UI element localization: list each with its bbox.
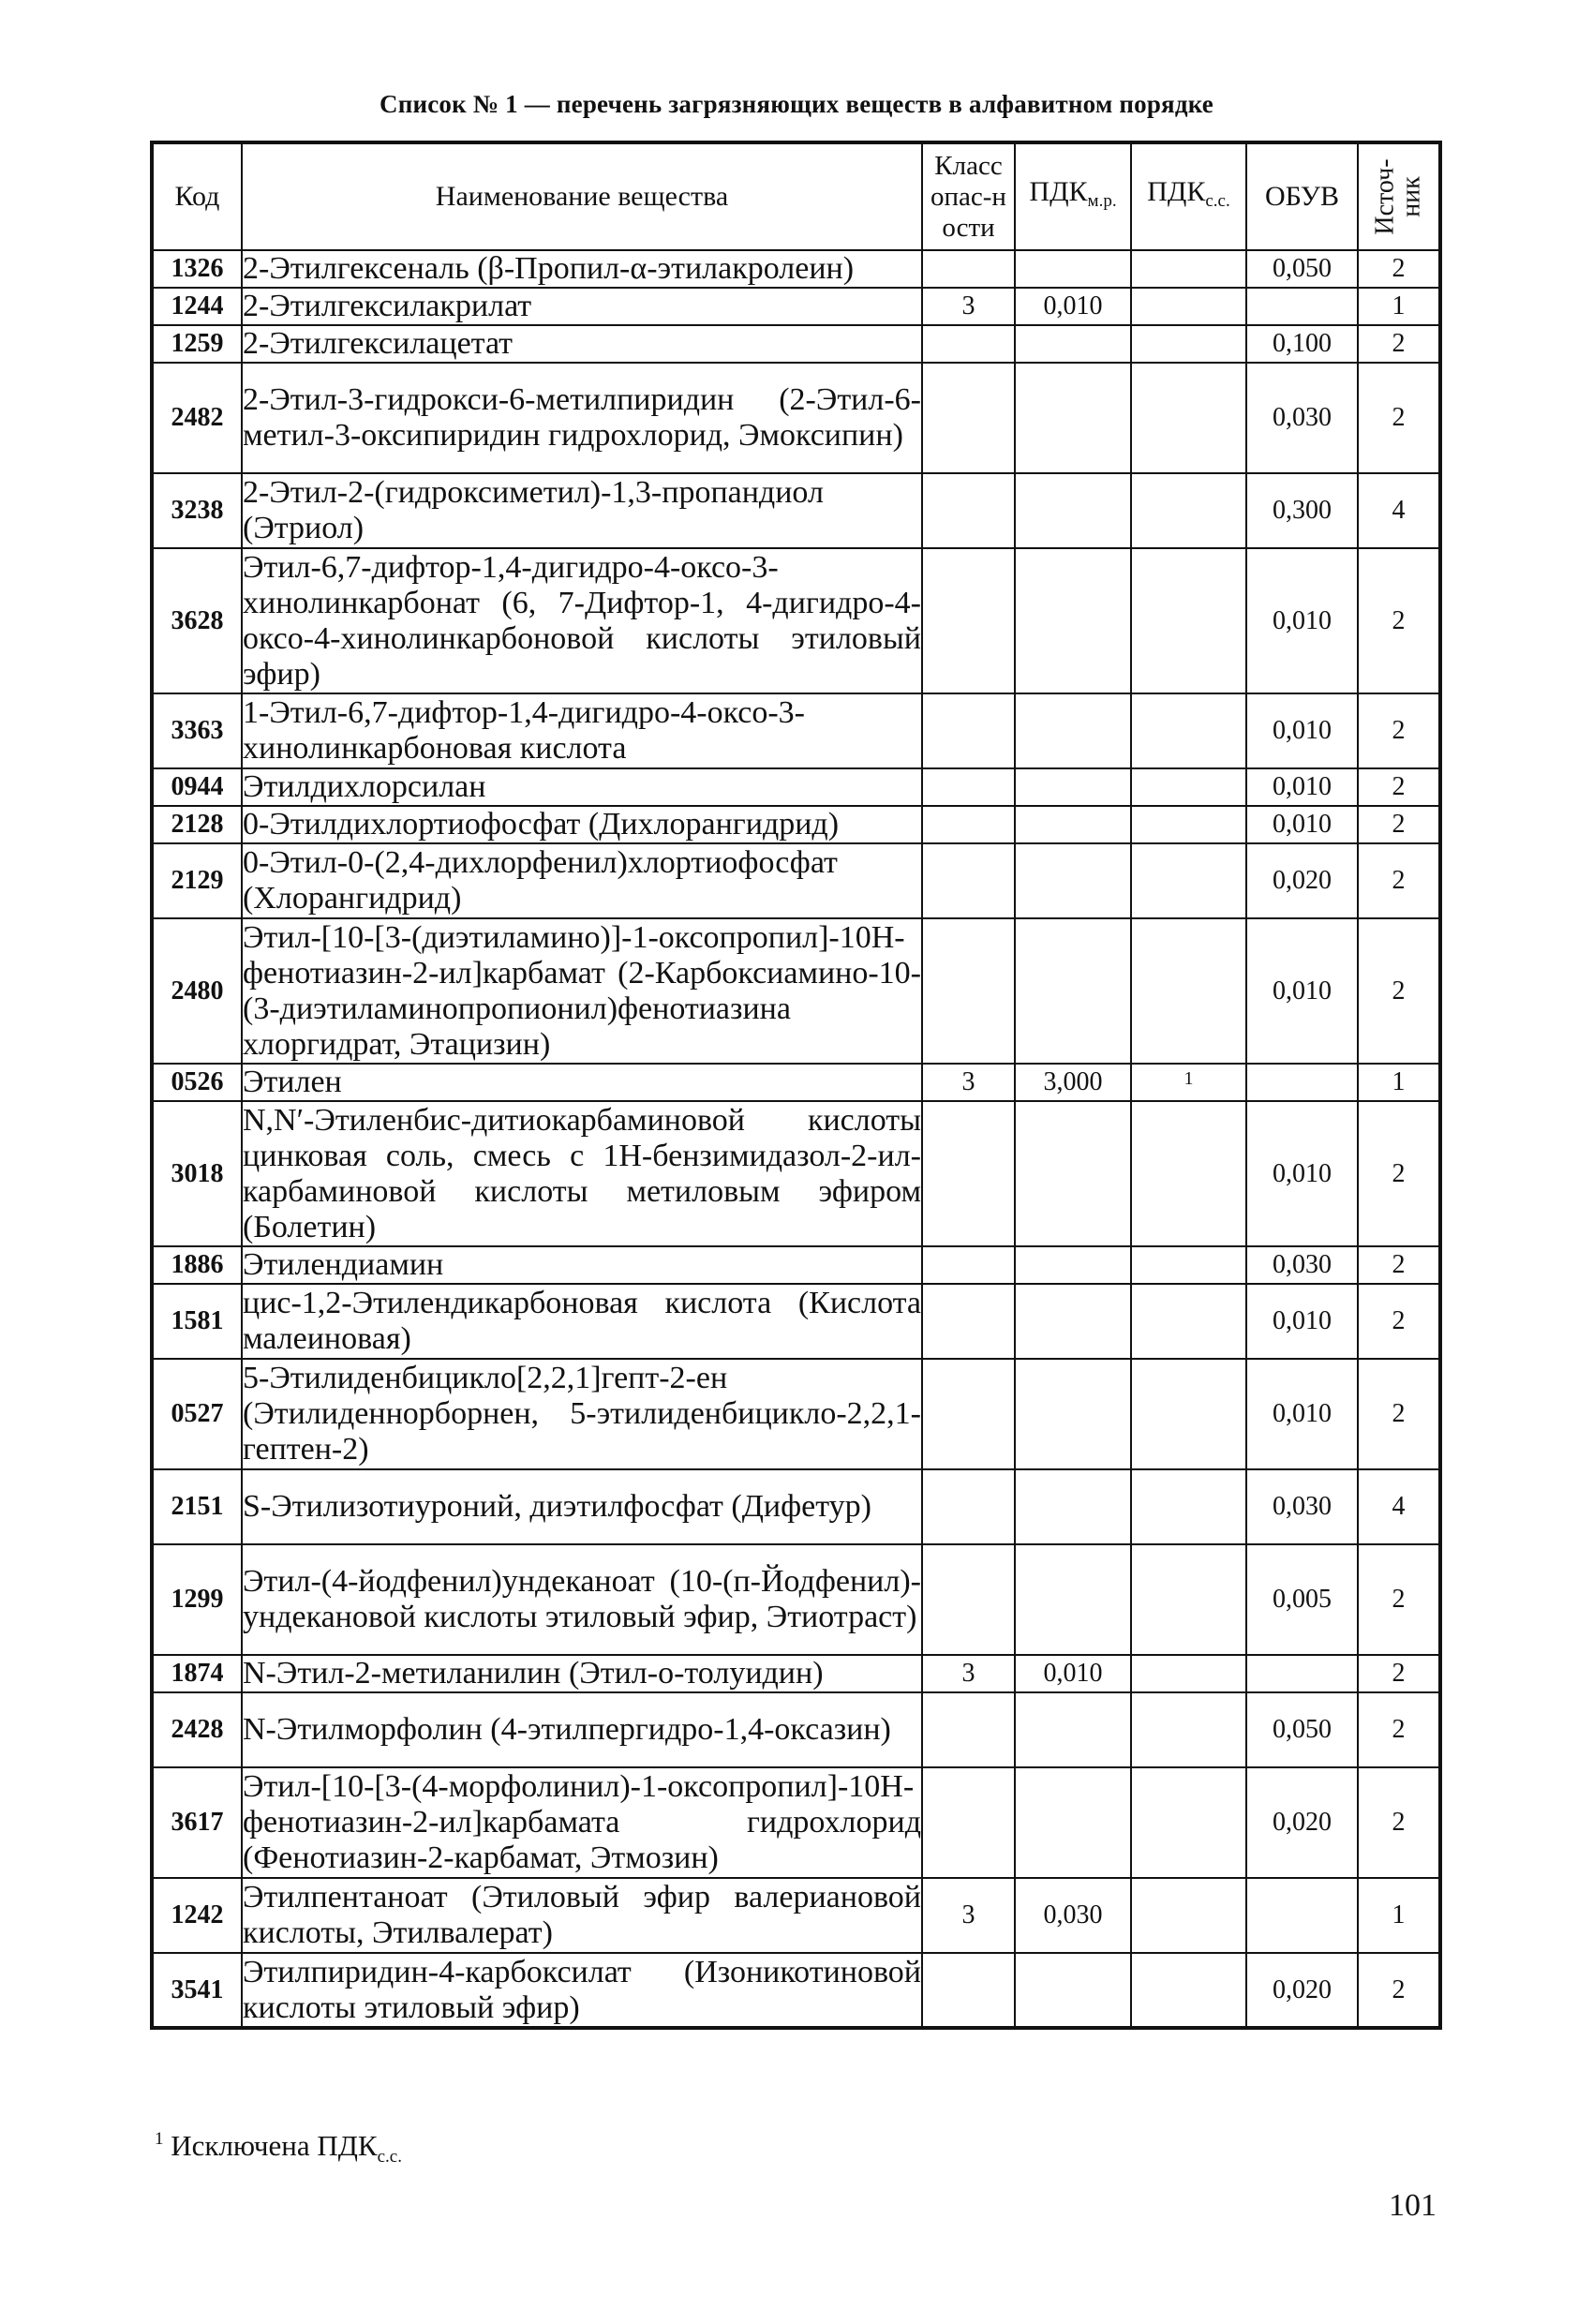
row-pdk-ss <box>1131 1767 1246 1878</box>
row-pdk-ss <box>1131 1246 1246 1284</box>
row-pdk-mr <box>1015 1246 1131 1284</box>
row-pdk-mr <box>1015 693 1131 768</box>
row-source: 2 <box>1358 806 1440 843</box>
row-pdk-ss <box>1131 1692 1246 1767</box>
header-obuv: ОБУВ <box>1246 142 1358 250</box>
row-code: 1581 <box>152 1284 242 1359</box>
footnote-sub: с.с. <box>377 2147 402 2167</box>
row-pdk-ss <box>1131 250 1246 288</box>
row-source: 1 <box>1358 1064 1440 1101</box>
table-row <box>152 1284 1440 1359</box>
row-obuv: 0,030 <box>1246 363 1358 473</box>
row-source: 1 <box>1358 1878 1440 1953</box>
row-pdk-ss <box>1131 288 1246 325</box>
row-name: Этил-6,7-дифтор-1,4-дигидро-4-оксо-3-хинолинкарбонат (6, 7-Дифтор-1, 4-дигидро-4-оксо-4-хинолинкарбоновой кислоты этиловый эфир) <box>242 548 922 693</box>
header-hazard-class-text: Класс опас-ности <box>930 150 1006 243</box>
row-obuv: 0,030 <box>1246 1246 1358 1284</box>
table-header-row <box>152 142 1440 250</box>
row-hazard-class: 3 <box>922 288 1015 325</box>
page-title: Список № 1 — перечень загрязняющих веществ в алфавитном порядке <box>380 90 1213 118</box>
header-pdk-mr <box>1015 142 1131 250</box>
header-source-text: Источ-ник <box>1370 158 1426 235</box>
row-code: 0944 <box>152 768 242 806</box>
row-name: S-Этилизотиуроний, диэтилфосфат (Дифетур) <box>242 1469 922 1544</box>
row-source: 2 <box>1358 918 1440 1064</box>
table-row <box>152 1953 1440 2028</box>
table-row <box>152 843 1440 918</box>
row-source: 2 <box>1358 548 1440 693</box>
page-number: 101 <box>1389 2188 1437 2223</box>
row-pdk-ss <box>1131 768 1246 806</box>
row-pdk-ss <box>1131 1655 1246 1692</box>
row-pdk-mr <box>1015 918 1131 1064</box>
row-name: N-Этилморфолин (4-этилпергидро-1,4-оксазин) <box>242 1692 922 1767</box>
row-pdk-mr <box>1015 1469 1131 1544</box>
row-code: 3628 <box>152 548 242 693</box>
row-pdk-ss: 1 <box>1131 1064 1246 1101</box>
table-row <box>152 1655 1440 1692</box>
row-pdk-ss <box>1131 843 1246 918</box>
header-pdk-ss <box>1131 142 1246 250</box>
row-name: 2-Этилгексилакрилат <box>242 288 922 325</box>
row-name: 0-Этил-0-(2,4-дихлорфенил)хлортиофосфат (Хлорангидрид) <box>242 843 922 918</box>
row-code: 3018 <box>152 1101 242 1246</box>
table-row <box>152 806 1440 843</box>
table-row <box>152 1064 1440 1101</box>
row-code: 1874 <box>152 1655 242 1692</box>
row-hazard-class <box>922 843 1015 918</box>
row-hazard-class <box>922 1246 1015 1284</box>
row-source: 2 <box>1358 1655 1440 1692</box>
table-row <box>152 693 1440 768</box>
row-source: 4 <box>1358 473 1440 548</box>
row-pdk-ss <box>1131 1101 1246 1246</box>
row-hazard-class <box>922 1469 1015 1544</box>
row-pdk-mr <box>1015 806 1131 843</box>
row-code: 0526 <box>152 1064 242 1101</box>
table-row <box>152 363 1440 473</box>
row-obuv: 0,010 <box>1246 693 1358 768</box>
row-source: 2 <box>1358 325 1440 363</box>
row-code: 2129 <box>152 843 242 918</box>
table-row <box>152 1246 1440 1284</box>
row-source: 2 <box>1358 1953 1440 2028</box>
table-row <box>152 473 1440 548</box>
row-obuv <box>1246 1878 1358 1953</box>
row-code: 3363 <box>152 693 242 768</box>
row-source: 2 <box>1358 843 1440 918</box>
row-pdk-mr <box>1015 473 1131 548</box>
row-source: 2 <box>1358 363 1440 473</box>
row-pdk-ss <box>1131 325 1246 363</box>
row-code: 1244 <box>152 288 242 325</box>
row-code: 2428 <box>152 1692 242 1767</box>
row-obuv: 0,020 <box>1246 843 1358 918</box>
row-code: 1326 <box>152 250 242 288</box>
row-source: 2 <box>1358 1246 1440 1284</box>
row-pdk-mr: 0,010 <box>1015 288 1131 325</box>
row-obuv: 0,050 <box>1246 1692 1358 1767</box>
row-pdk-mr: 0,030 <box>1015 1878 1131 1953</box>
row-obuv: 0,010 <box>1246 1359 1358 1469</box>
row-code: 2151 <box>152 1469 242 1544</box>
row-hazard-class: 3 <box>922 1655 1015 1692</box>
row-code: 3617 <box>152 1767 242 1878</box>
row-pdk-ss <box>1131 693 1246 768</box>
row-code: 0527 <box>152 1359 242 1469</box>
row-name: 2-Этилгексеналь (β-Пропил-α-этилакролеин) <box>242 250 922 288</box>
row-obuv: 0,020 <box>1246 1767 1358 1878</box>
row-obuv: 0,010 <box>1246 548 1358 693</box>
row-name: 2-Этил-2-(гидроксиметил)-1,3-пропандиол (Этриол) <box>242 473 922 548</box>
row-hazard-class <box>922 250 1015 288</box>
row-source: 2 <box>1358 693 1440 768</box>
row-pdk-mr <box>1015 548 1131 693</box>
row-code: 3541 <box>152 1953 242 2028</box>
row-obuv: 0,010 <box>1246 806 1358 843</box>
row-hazard-class <box>922 548 1015 693</box>
row-pdk-mr <box>1015 1767 1131 1878</box>
row-hazard-class <box>922 473 1015 548</box>
row-hazard-class <box>922 325 1015 363</box>
row-pdk-ss <box>1131 918 1246 1064</box>
row-name: Этилдихлорсилан <box>242 768 922 806</box>
row-pdk-mr <box>1015 363 1131 473</box>
row-pdk-mr: 0,010 <box>1015 1655 1131 1692</box>
footnote-mark: 1 <box>155 2129 164 2149</box>
row-source: 2 <box>1358 1284 1440 1359</box>
row-obuv: 0,010 <box>1246 918 1358 1064</box>
header-hazard-class <box>922 142 1015 250</box>
row-source: 2 <box>1358 1359 1440 1469</box>
table-row <box>152 1101 1440 1246</box>
row-source: 2 <box>1358 768 1440 806</box>
row-obuv: 0,100 <box>1246 325 1358 363</box>
row-name: Этилпентаноат (Этиловый эфир валериановой кислоты, Этилвалерат) <box>242 1878 922 1953</box>
row-source: 1 <box>1358 288 1440 325</box>
row-hazard-class <box>922 1953 1015 2028</box>
table-row <box>152 1878 1440 1953</box>
header-pdk-ss-label: ПДК <box>1147 176 1206 207</box>
row-pdk-mr <box>1015 1692 1131 1767</box>
row-name: 5-Этилиденбицикло[2,2,1]гепт-2-ен (Этилиденнорборнен, 5-этилиденбицикло-2,2,1-гептен-2) <box>242 1359 922 1469</box>
row-pdk-mr <box>1015 1544 1131 1655</box>
row-name: Этил-[10-[3-(диэтиламино)]-1-оксопропил]-10Н-фенотиазин-2-ил]карбамат (2-Карбоксиамино-10-(3-диэтиламинопропионил)фенотиазина хлоргидрат, Этацизин) <box>242 918 922 1064</box>
row-obuv: 0,300 <box>1246 473 1358 548</box>
footnote-text: Исключена ПДК <box>171 2129 378 2162</box>
row-code: 3238 <box>152 473 242 548</box>
row-pdk-ss <box>1131 1469 1246 1544</box>
row-hazard-class <box>922 806 1015 843</box>
table-row <box>152 250 1440 288</box>
row-pdk-mr: 3,000 <box>1015 1064 1131 1101</box>
row-obuv <box>1246 1064 1358 1101</box>
row-obuv <box>1246 288 1358 325</box>
row-hazard-class: 3 <box>922 1878 1015 1953</box>
row-code: 1299 <box>152 1544 242 1655</box>
table-row <box>152 1469 1440 1544</box>
row-source: 2 <box>1358 1767 1440 1878</box>
header-source <box>1358 142 1440 250</box>
header-name: Наименование вещества <box>242 142 922 250</box>
row-code: 2482 <box>152 363 242 473</box>
row-code: 2128 <box>152 806 242 843</box>
row-name: Этил-(4-йодфенил)ундеканоат (10-(п-Йодфенил)-ундекановой кислоты этиловый эфир, Этиотраст) <box>242 1544 922 1655</box>
row-obuv: 0,030 <box>1246 1469 1358 1544</box>
footnote <box>155 2129 402 2168</box>
table-row <box>152 325 1440 363</box>
row-pdk-ss <box>1131 1359 1246 1469</box>
row-pdk-mr <box>1015 1284 1131 1359</box>
table-row <box>152 1692 1440 1767</box>
row-name: N,N′-Этиленбис-дитиокарбаминовой кислоты цинковая соль, смесь с 1Н-бензимидазол-2-ил-карбаминовой кислоты метиловым эфиром (Болетин) <box>242 1101 922 1246</box>
row-pdk-mr <box>1015 1359 1131 1469</box>
row-name: Этилендиамин <box>242 1246 922 1284</box>
table-row <box>152 768 1440 806</box>
substances-table <box>150 141 1442 2030</box>
row-obuv: 0,050 <box>1246 250 1358 288</box>
table-row <box>152 1767 1440 1878</box>
header-pdk-ss-sub: с.с. <box>1205 191 1230 211</box>
row-obuv: 0,010 <box>1246 1101 1358 1246</box>
row-source: 4 <box>1358 1469 1440 1544</box>
row-hazard-class <box>922 1767 1015 1878</box>
row-source: 2 <box>1358 250 1440 288</box>
row-hazard-class <box>922 1101 1015 1246</box>
row-obuv: 0,005 <box>1246 1544 1358 1655</box>
row-pdk-mr <box>1015 1101 1131 1246</box>
row-code: 1242 <box>152 1878 242 1953</box>
table-row <box>152 1359 1440 1469</box>
row-name: 0-Этилдихлортиофосфат (Дихлорангидрид) <box>242 806 922 843</box>
row-name: 2-Этилгексилацетат <box>242 325 922 363</box>
row-hazard-class <box>922 918 1015 1064</box>
row-pdk-mr <box>1015 843 1131 918</box>
row-pdk-mr <box>1015 768 1131 806</box>
row-source: 2 <box>1358 1692 1440 1767</box>
header-pdk-mr-label: ПДК <box>1029 176 1088 207</box>
row-name: 1-Этил-6,7-дифтор-1,4-дигидро-4-оксо-3-хинолинкарбоновая кислота <box>242 693 922 768</box>
header-pdk-mr-sub: м.р. <box>1087 191 1117 211</box>
row-code: 2480 <box>152 918 242 1064</box>
row-pdk-mr <box>1015 1953 1131 2028</box>
table-row <box>152 1544 1440 1655</box>
row-hazard-class <box>922 1359 1015 1469</box>
row-hazard-class: 3 <box>922 1064 1015 1101</box>
row-pdk-ss <box>1131 806 1246 843</box>
row-name: Этил-[10-[3-(4-морфолинил)-1-оксопропил]-10Н-фенотиазин-2-ил]карбамата гидрохлорид (Фенотиазин-2-карбамат, Этмозин) <box>242 1767 922 1878</box>
row-pdk-mr <box>1015 325 1131 363</box>
row-hazard-class <box>922 693 1015 768</box>
row-source: 2 <box>1358 1544 1440 1655</box>
row-pdk-ss <box>1131 363 1246 473</box>
row-pdk-ss <box>1131 1284 1246 1359</box>
row-source: 2 <box>1358 1101 1440 1246</box>
row-code: 1886 <box>152 1246 242 1284</box>
table-row <box>152 288 1440 325</box>
row-hazard-class <box>922 1692 1015 1767</box>
table-row <box>152 918 1440 1064</box>
row-pdk-ss <box>1131 473 1246 548</box>
row-name: Этилен <box>242 1064 922 1101</box>
table-row <box>152 548 1440 693</box>
row-hazard-class <box>922 1284 1015 1359</box>
row-hazard-class <box>922 1544 1015 1655</box>
row-name: Этилпиридин-4-карбоксилат (Изоникотиновой кислоты этиловый эфир) <box>242 1953 922 2028</box>
row-hazard-class <box>922 768 1015 806</box>
row-obuv: 0,020 <box>1246 1953 1358 2028</box>
row-pdk-ss <box>1131 1878 1246 1953</box>
row-name: 2-Этил-3-гидрокси-6-метилпиридин (2-Этил-6-метил-3-оксипиридин гидрохлорид, Эмоксипин) <box>242 363 922 473</box>
row-name: цис-1,2-Этилендикарбоновая кислота (Кислота малеиновая) <box>242 1284 922 1359</box>
row-pdk-ss <box>1131 548 1246 693</box>
header-code: Код <box>152 142 242 250</box>
row-hazard-class <box>922 363 1015 473</box>
row-name: N-Этил-2-метиланилин (Этил-о-толуидин) <box>242 1655 922 1692</box>
row-pdk-ss <box>1131 1953 1246 2028</box>
row-obuv <box>1246 1655 1358 1692</box>
row-pdk-mr <box>1015 250 1131 288</box>
row-code: 1259 <box>152 325 242 363</box>
row-obuv: 0,010 <box>1246 1284 1358 1359</box>
row-pdk-ss <box>1131 1544 1246 1655</box>
row-obuv: 0,010 <box>1246 768 1358 806</box>
